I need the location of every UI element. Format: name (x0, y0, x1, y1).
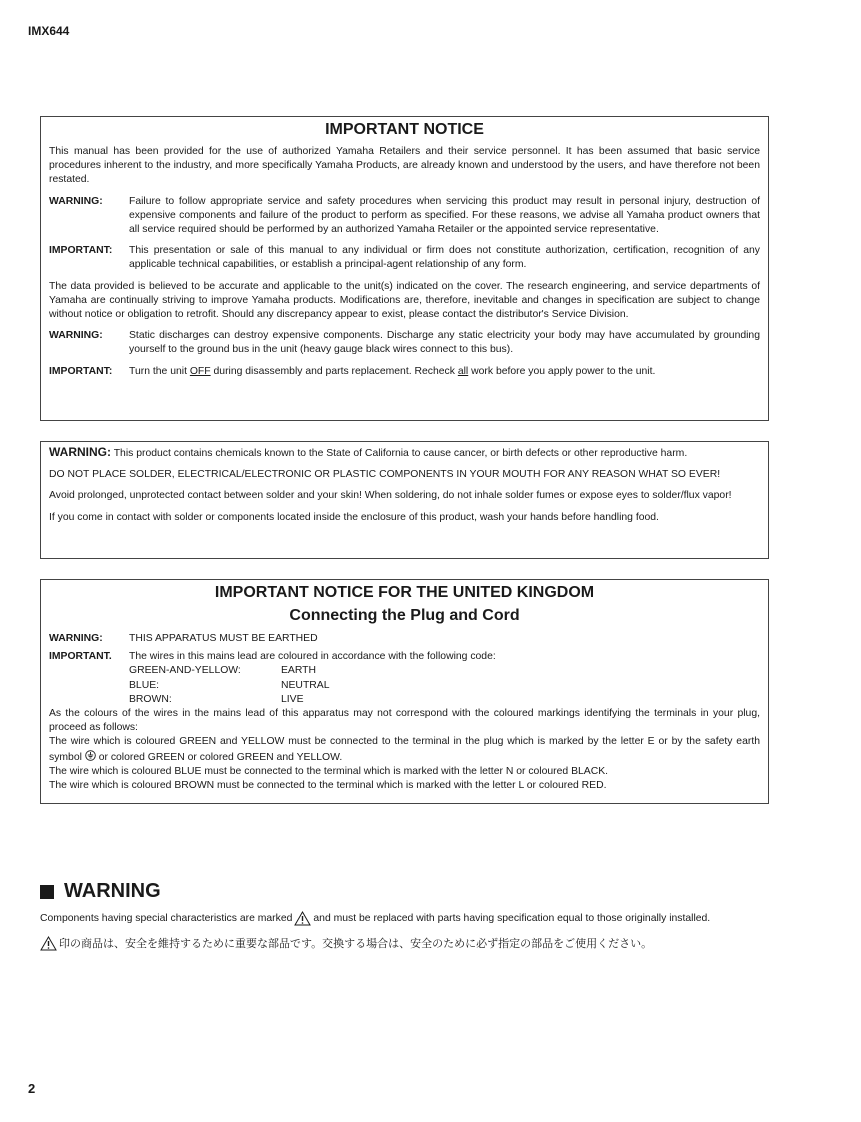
uk-para-2 (49, 735, 760, 764)
uk-warning (49, 632, 760, 646)
warning-label: WARNING: (49, 195, 103, 207)
warning-text: Static discharges can destroy expensive components. Discharge any static electricity your body may have accumulated by grounding yourself to the ground bus in the unit (heavy gauge black wires connect to this bus). (129, 330, 760, 356)
wire-color: BROWN: (129, 693, 172, 705)
important-text (129, 365, 760, 379)
wire-code-row (129, 693, 760, 707)
important-label: IMPORTANT. (49, 651, 112, 663)
important-text: This presentation or sale of this manual to any individual or firm does not constitute authorization, certification, recognition of any applicable technical capabilities, or establish a principal-agent relationship of any form. (129, 245, 760, 271)
notice-title: IMPORTANT NOTICE (325, 121, 484, 138)
warning-text: THIS APPARATUS MUST BE EARTHED (129, 633, 318, 644)
text-part: or colored GREEN or colored GREEN and YELLOW. (98, 751, 343, 763)
text-part: The wire which is coloured GREEN and YELLOW must be connected to the terminal in the plug which is marked by the letter E or by the safety earth symbol (49, 736, 760, 763)
notice-data-paragraph: The data provided is believed to be accurate and applicable to the unit(s) indicated on the cover. The research engineering, and service departments of Yamaha are continually striving to improve Yamaha products. Modifications are, therefore, inevitable and changes in specification are subject to change without notice or obligation to retrofit. Should any discrepancy appear to exist, please contact the distributor's Service Division. (49, 280, 760, 321)
california-line-1 (49, 445, 760, 461)
text-part: Turn the unit (129, 365, 190, 377)
warning-line-japanese (40, 935, 780, 951)
text-part: and must be replaced with parts having specification equal to those originally installed. (313, 913, 711, 924)
warning-label: WARNING: (49, 633, 103, 644)
important-text: The wires in this mains lead are coloured in accordance with the following code: (129, 651, 496, 663)
model-header: IMX644 (28, 24, 70, 38)
notice-important-1 (49, 244, 760, 272)
uk-para-1: As the colours of the wires in the mains lead of this apparatus may not correspond with the coloured markings identifying the terminals in your plug, proceed as follows: (49, 708, 760, 734)
text-part: work before you apply power to the unit. (468, 365, 656, 377)
uk-para-4: The wire which is coloured BROWN must be connected to the terminal which is marked with the letter L or coloured RED. (49, 780, 607, 792)
notice-warning-1 (49, 195, 760, 238)
california-warning-box (40, 441, 769, 559)
uk-notice-box (40, 579, 769, 804)
notice-intro: This manual has been provided for the use of authorized Yamaha Retailers and their service personnel. It has been assumed that basic service procedures inherent to the industry, and more specifically Yamaha Products, are already known and understood by the users, and have therefore not been restated. (49, 146, 760, 186)
warning-label: WARNING: (49, 445, 111, 459)
warning-line (40, 911, 780, 926)
earth-symbol-icon (85, 750, 96, 761)
uk-para-3: The wire which is coloured BLUE must be connected to the terminal which is marked with the letter N or coloured BLACK. (49, 765, 609, 777)
warning-heading (40, 880, 780, 903)
uk-title: IMPORTANT NOTICE FOR THE UNITED KINGDOM (214, 584, 595, 601)
uk-subtitle: Connecting the Plug and Cord (289, 607, 520, 624)
california-line-4: If you come in contact with solder or components located inside the enclosure of this product, wash your hands before handling food. (49, 511, 659, 523)
warning-label: WARNING: (49, 330, 103, 342)
text-part: Components having special characteristics are marked (40, 913, 293, 924)
all-word: all (457, 365, 469, 377)
warning-triangle-icon (40, 936, 57, 951)
wire-meaning: NEUTRAL (281, 679, 330, 691)
california-line-3: Avoid prolonged, unprotected contact between solder and your skin! When soldering, do not inhale solder fumes or expose eyes to solder/flux vapor! (49, 490, 732, 502)
wire-meaning: LIVE (281, 693, 304, 705)
important-notice-box (40, 116, 769, 421)
california-text: This product contains chemicals known to the State of California to cause cancer, or birth defects or other reproductive harm. (111, 448, 688, 459)
wire-meaning: EARTH (281, 665, 317, 677)
warning-title: WARNING (64, 880, 161, 902)
off-word: OFF (189, 365, 211, 377)
page-number: 2 (28, 1081, 36, 1096)
wire-color: GREEN-AND-YELLOW: (129, 665, 241, 677)
warning-section (40, 880, 780, 960)
square-bullet-icon (40, 885, 54, 899)
notice-warning-2 (49, 329, 760, 357)
uk-body (49, 632, 760, 793)
wire-code-row (129, 679, 760, 693)
text-part: during disassembly and parts replacement. Recheck (210, 365, 458, 377)
wire-color: BLUE: (129, 679, 160, 691)
wire-code-row (129, 664, 760, 678)
important-label: IMPORTANT: (49, 365, 113, 377)
important-label: IMPORTANT: (49, 245, 113, 257)
california-line-2: DO NOT PLACE SOLDER, ELECTRICAL/ELECTRONIC OR PLASTIC COMPONENTS IN YOUR MOUTH FOR ANY REASON WHAT SO EVER! (49, 469, 721, 481)
uk-important (49, 650, 760, 664)
japanese-text: 印の商品は、安全を維持するために重要な部品です。交換する場合は、安全のために必ず指定の部品をご使用ください。 (59, 938, 653, 950)
warning-text: Failure to follow appropriate service and safety procedures when servicing this product may result in personal injury, destruction of expensive components and failure of the product to perform as specified. For these reasons, we advise all Yamaha product owners that all service required should be performed by an authorized Yamaha Retailer or the appointed service representative. (129, 195, 760, 236)
notice-important-2 (49, 365, 760, 379)
warning-triangle-icon (294, 911, 311, 926)
